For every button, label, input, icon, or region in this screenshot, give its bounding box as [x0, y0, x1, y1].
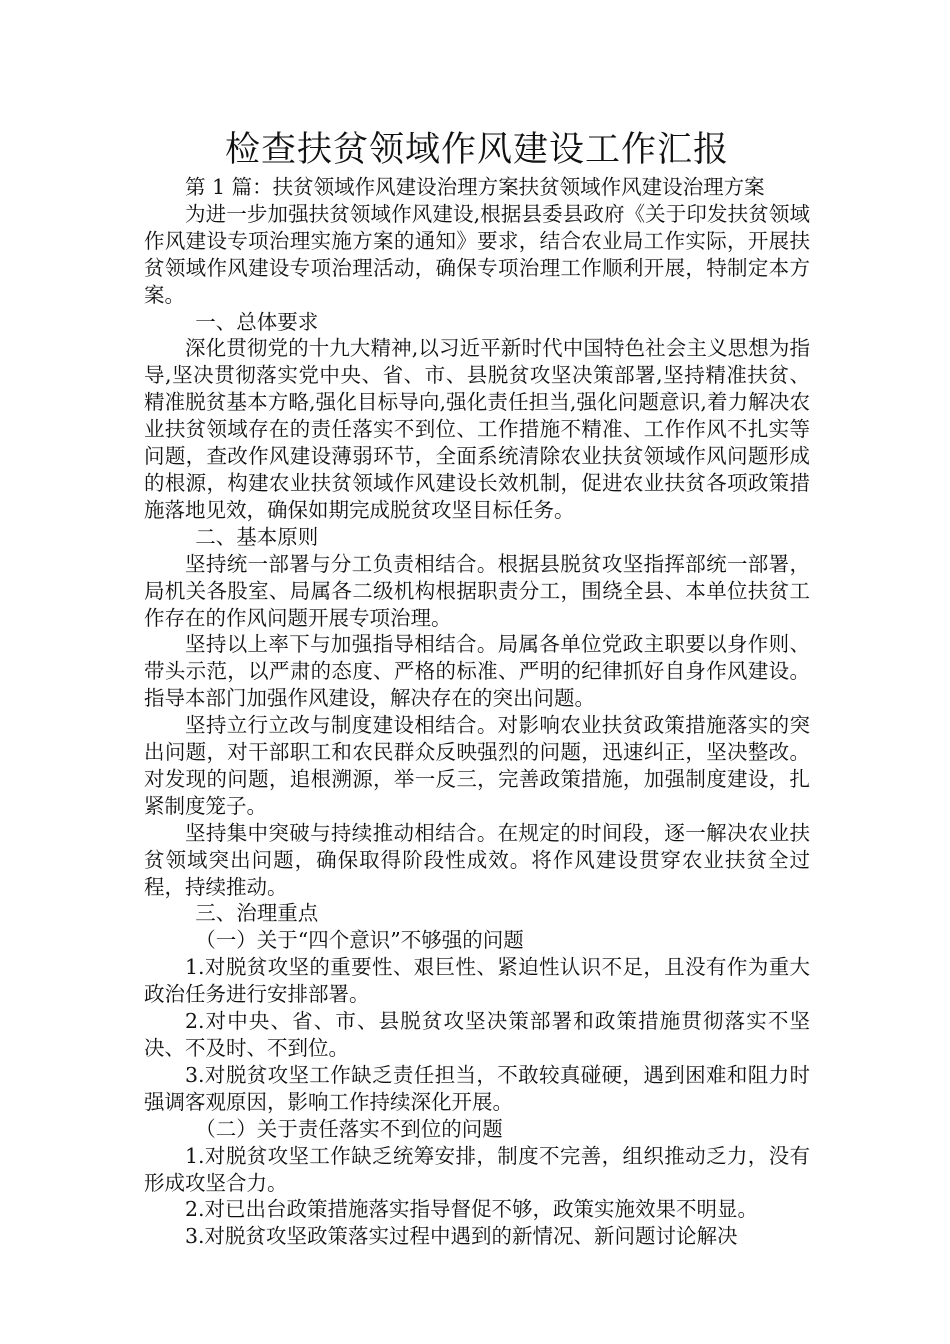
section-heading: （二）关于责任落实不到位的问题 — [195, 1116, 503, 1141]
document-subtitle: 第 1 篇：扶贫领域作风建设治理方案扶贫领域作风建设治理方案 — [185, 175, 765, 199]
document-page — [144, 126, 810, 1250]
document-body — [144, 174, 810, 1250]
body-paragraph: 3.对脱贫攻坚政策落实过程中遇到的新情况、新问题讨论解决 — [185, 1224, 738, 1249]
body-paragraph: 2.对已出台政策措施落实指导督促不够，政策实施效果不明显。 — [185, 1197, 759, 1222]
section-heading: （一）关于“四个意识”不够强的问题 — [195, 928, 524, 953]
body-paragraph: 为进一步加强扶贫领域作风建设,根据县委县政府《关于印发扶贫领域作风建设专项治理实施方案的通知》要求，结合农业局工作实际，开展扶贫领域作风建设专项治理活动，确保专项治理工作顺利开展，特制定本方案。 — [144, 201, 810, 307]
body-paragraph: 2.对中央、省、市、县脱贫攻坚决策部署和政策措施贯彻落实不坚决、不及时、不到位。 — [144, 1009, 810, 1060]
document-title: 检查扶贫领域作风建设工作汇报 — [224, 130, 729, 170]
body-paragraph: 坚持集中突破与持续推动相结合。在规定的时间段，逐一解决农业扶贫领域突出问题，确保取得阶段性成效。将作风建设贯穿农业扶贫全过程，持续推动。 — [144, 820, 810, 899]
section-heading: 三、治理重点 — [195, 901, 319, 926]
section-heading: 二、基本原则 — [195, 524, 319, 549]
section-heading: 一、总体要求 — [195, 309, 319, 334]
body-paragraph: 1.对脱贫攻坚工作缺乏统筹安排，制度不完善，组织推动乏力，没有形成攻坚合力。 — [144, 1143, 810, 1195]
body-paragraph: 深化贯彻党的十九大精神,以习近平新时代中国特色社会主义思想为指导,坚决贯彻落实党中央、省、市、县脱贫攻坚决策部署,坚持精准扶贫、精准脱贫基本方略,强化目标导向,强化责任担当,强化问题意识,着力解决农业扶贫领域存在的责任落实不到位、工作措施不精准、工作作风不扎实等问题，查改作风建设薄弱环节，全面系统清除农业扶贫领域作风问题形成的根源，构建农业扶贫领域作风建设长效机制，促进农业扶贫各项政策措施落地见效，确保如期完成脱贫攻坚目标任务。 — [144, 336, 810, 522]
body-paragraph: 3.对脱贫攻坚工作缺乏责任担当，不敢较真碰硬，遇到困难和阻力时强调客观原因，影响工作持续深化开展。 — [144, 1062, 810, 1114]
body-paragraph: 坚持统一部署与分工负责相结合。根据县脱贫攻坚指挥部统一部署，局机关各股室、局属各二级机构根据职责分工，围绕全县、本单位扶贫工作存在的作风问题开展专项治理。 — [144, 551, 810, 630]
body-paragraph: 1.对脱贫攻坚的重要性、艰巨性、紧迫性认识不足，且没有作为重大政治任务进行安排部署。 — [144, 955, 810, 1007]
body-paragraph: 坚持立行立改与制度建设相结合。对影响农业扶贫政策措施落实的突出问题，对干部职工和农民群众反映强烈的问题，迅速纠正，坚决整改。对发现的问题，追根溯源，举一反三，完善政策措施，加强制度建设，扎紧制度笼子。 — [144, 713, 810, 818]
body-paragraph: 坚持以上率下与加强指导相结合。局属各单位党政主职要以身作则、带头示范，以严肃的态度、严格的标准、严明的纪律抓好自身作风建设。指导本部门加强作风建设，解决存在的突出问题。 — [144, 632, 810, 711]
